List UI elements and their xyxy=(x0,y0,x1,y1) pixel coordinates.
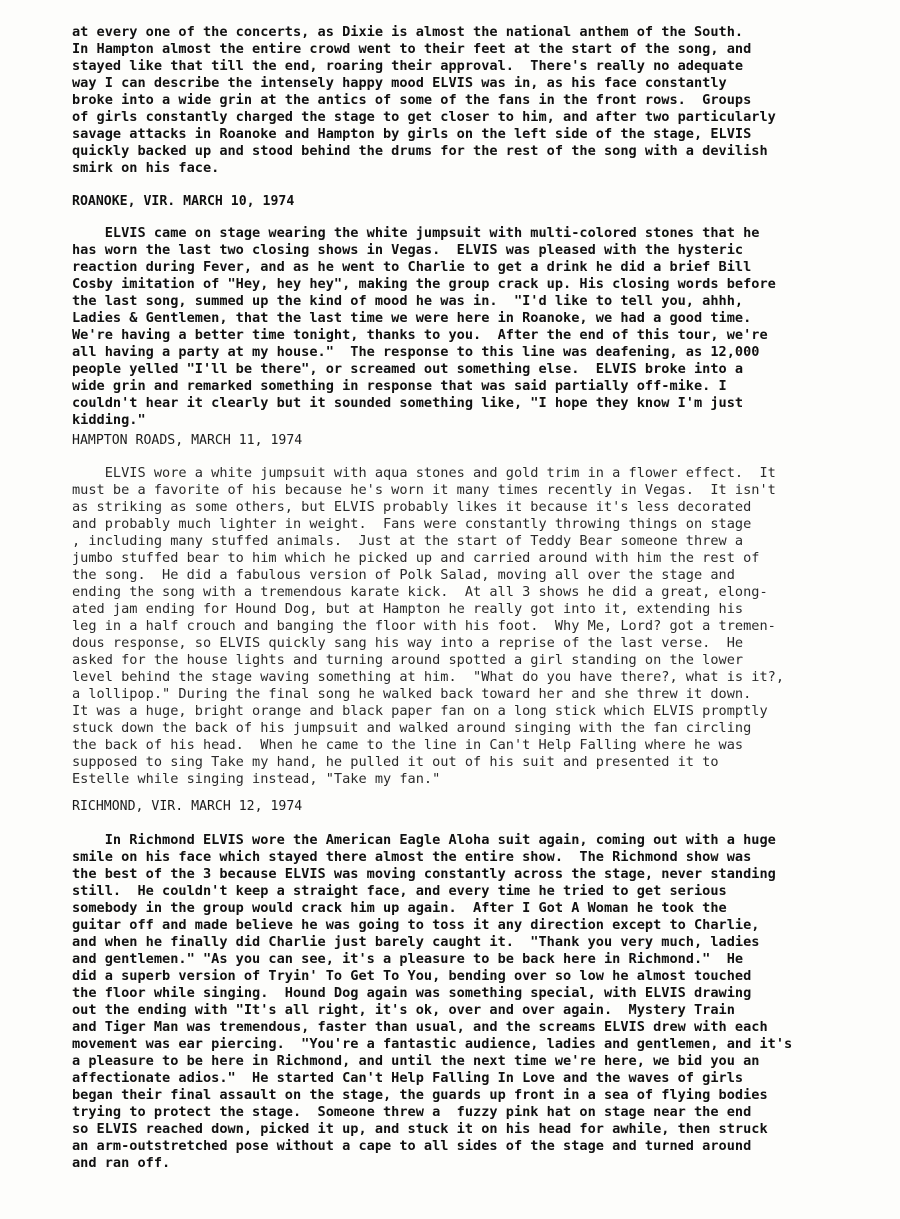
section-body-hampton-roads: ELVIS wore a white jumpsuit with aqua stones and gold trim in a flower effect. It must be a favorite of his because he's worn it many times recently in Vegas. It isn't as striking as some others, but ELVIS probably likes it because it's less decorated and probably much lighter in weight. Fans were constantly throwing things on stage , including many stuffed animals. Just at the start of Teddy Bear someone threw a jumbo stuffed bear to him which he picked up and carried around with him the rest of the song. He did a fabulous version of Polk Salad, moving all over the stage and ending the song with a tremendous karate kick. At all 3 shows he did a great, elong- ated jam ending for Hound Dog, but at Hampton he really got into it, extending his leg in a half crouch and banging the floor with his foot. Why Me, Lord? got a tremen- dous response, so ELVIS quickly sang his way into a reprise of the last verse. He asked for the house lights and turning around spotted a girl standing on the lower level behind the stage waving something at him. "What do you have there?, what is it?, a lollipop." During the final song he walked back toward her and she threw it down. It was a huge, bright orange and black paper fan on a long stick which ELVIS promptly stuck down the back of his jumpsuit and walked around singing with the fan circling the back of his head. When he came to the line in Can't Help Falling where he was supposed to sing Take my hand, he pulled it out of his suit and presented it to Estelle while singing instead, "Take my fan." xyxy=(72,465,785,787)
section-body-roanoke: ELVIS came on stage wearing the white jumpsuit with multi-colored stones that he has worn the last two closing shows in Vegas. ELVIS was pleased with the hysteric reaction during Fever, and as he went to Charlie to get a drink he did a brief Bill Cosby imitation of "Hey, hey hey", making the group crack up. His closing words before the last song, summed up the kind of mood he was in. "I'd like to tell you, ahhh, Ladies & Gentlemen, that the last time we were here in Roanoke, we had a good time. We're having a better time tonight, thanks to you. After the end of this tour, we're all having a party at my house." The response to this line was deafening, as 12,000 people yelled "I'll be there", or screamed out something else. ELVIS broke into a wide grin and remarked something in response that was said partially off-mike. I couldn't hear it clearly but it sounded something like, "I hope they know I'm just kidding." xyxy=(72,225,776,428)
section-heading-hampton-roads: HAMPTON ROADS, MARCH 11, 1974 xyxy=(72,433,303,448)
section-body-richmond: In Richmond ELVIS wore the American Eagle Aloha suit again, coming out with a huge smile on his face which stayed there almost the entire show. The Richmond show was the best of the 3 because ELVIS was moving constantly across the stage, never standing still. He couldn't keep a straight face, and every time he tried to get serious somebody in the group would crack him up again. After I Got A Woman he took the guitar off and made believe he was going to toss it any direction except to Charlie, and when he finally did Charlie just barely caught it. "Thank you very much, ladies and gentlemen." "As you can see, it's a pleasure to be back here in Richmond." He did a superb version of Tryin' To Get To You, bending over so low he almost touched the floor while singing. Hound Dog again was something special, with ELVIS drawing out the ending with "It's all right, it's ok, over and over again. Mystery Train and Tiger Man was tremendous, faster than usual, and the screams ELVIS drew with each movement was ear piercing. "You're a fantastic audience, ladies and gentlemen, and it's a pleasure to be here in Richmond, and until the next time we're here, we bid you an affectionate adios." He started Can't Help Falling In Love and the waves of girls began their final assault on the stage, the guards up front in a sea of flying bodies trying to protect the stage. Someone threw a fuzzy pink hat on stage near the end so ELVIS reached down, picked it up, and stuck it on his head for awhile, then struck an arm-outstretched pose without a cape to all sides of the stage and turned around and ran off. xyxy=(72,832,793,1171)
intro-paragraph: at every one of the concerts, as Dixie is almost the national anthem of the South. In Hampton almost the entire crowd went to their feet at the start of the song, and stayed like that till the end, roaring their approval. There's really no adequate way I can describe the intensely happy mood ELVIS was in, as his face constantly broke into a wide grin at the antics of some of the fans in the front rows. Groups of girls constantly charged the stage to get closer to him, and after two particularly savage attacks in Roanoke and Hampton by girls on the left side of the stage, ELVIS quickly backed up and stood behind the drums for the rest of the song with a devilish smirk on his face. xyxy=(72,24,776,176)
section-heading-roanoke: ROANOKE, VIR. MARCH 10, 1974 xyxy=(72,194,295,209)
section-heading-richmond: RICHMOND, VIR. MARCH 12, 1974 xyxy=(72,799,303,814)
